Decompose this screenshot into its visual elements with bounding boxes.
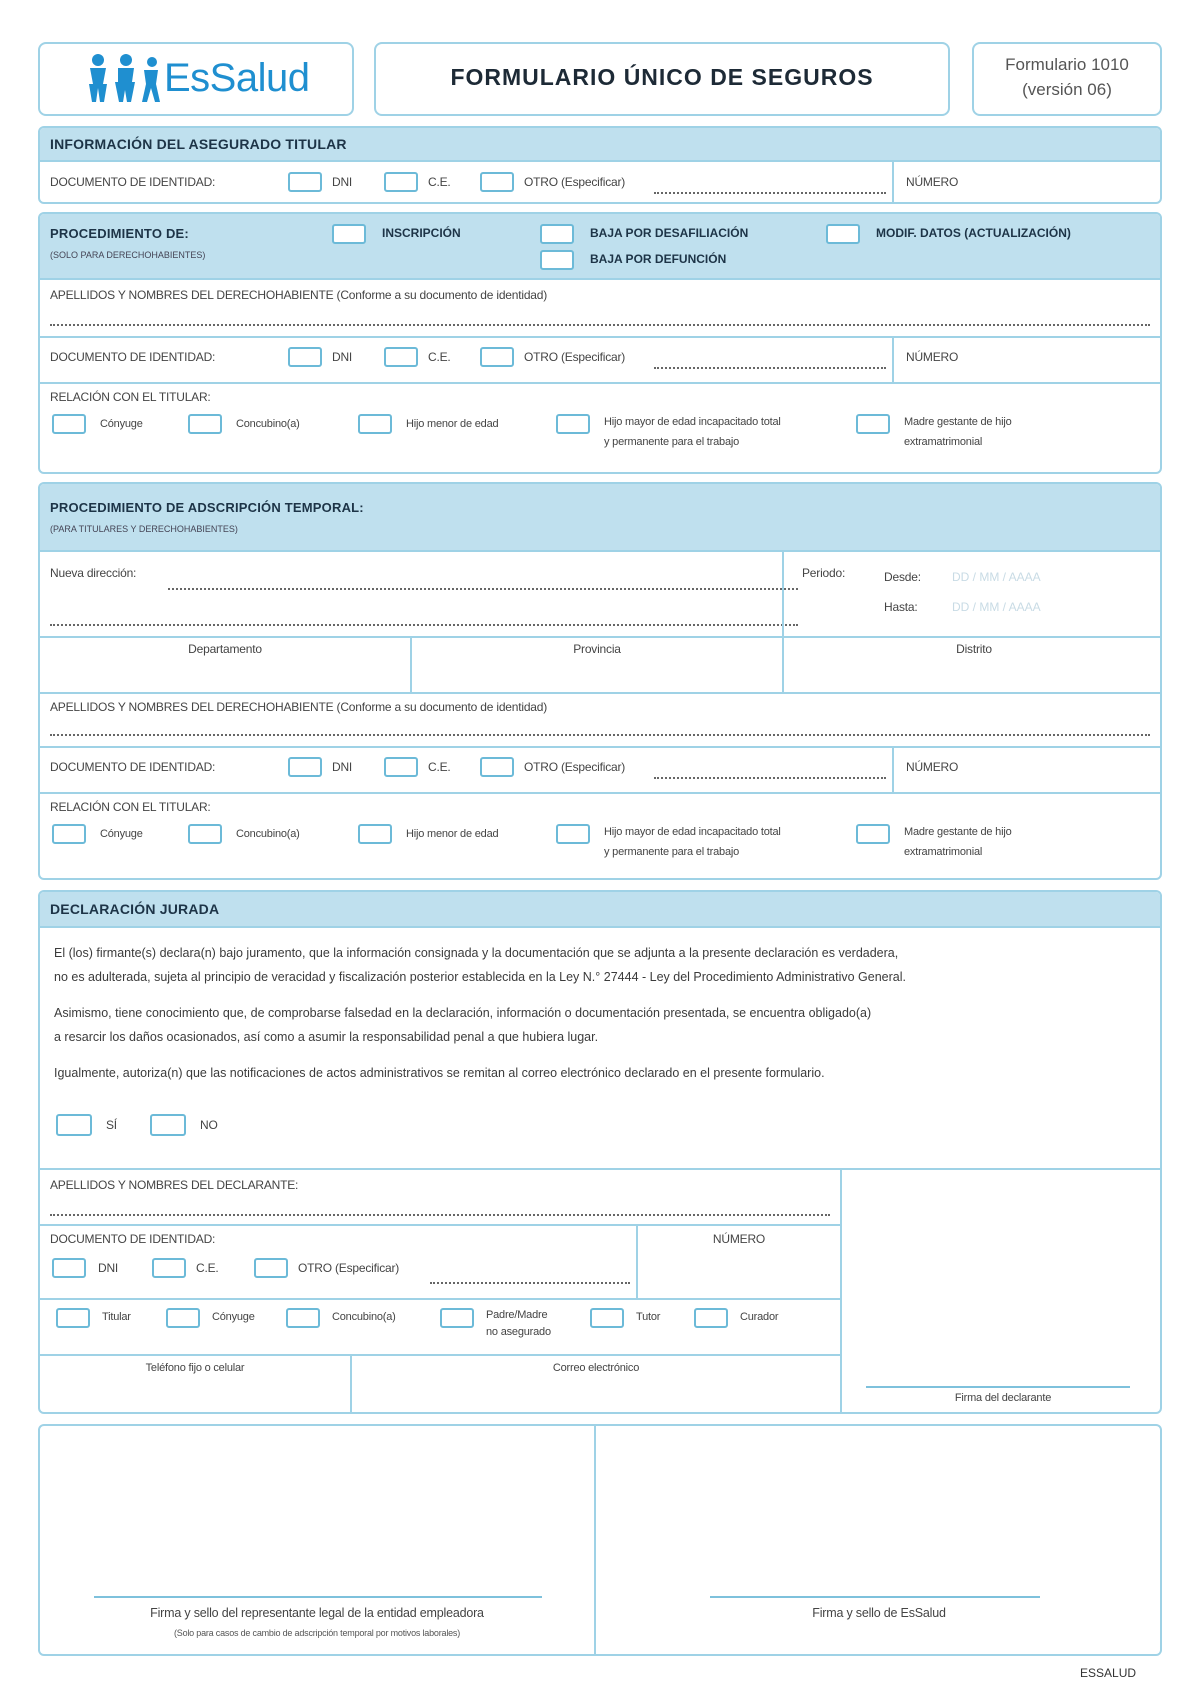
madre-label-4: extramatrimonial (904, 846, 983, 858)
madre-label-2: extramatrimonial (904, 436, 983, 448)
hasta-input[interactable]: DD / MM / AAAA (952, 600, 1041, 614)
correo-label: Correo electrónico (552, 1362, 640, 1374)
section-firmas (38, 1424, 1162, 1656)
firma-representante-label: Firma y sello del representante legal de la entidad empleadora (150, 1606, 484, 1620)
derechohabiente-input-2[interactable] (50, 734, 1150, 736)
otro-checkbox-3[interactable] (480, 757, 514, 777)
essalud-logo-icon (86, 52, 166, 104)
hasta-label: Hasta: (884, 600, 918, 614)
derechohabiente-label-2: APELLIDOS Y NOMBRES DEL DERECHOHABIENTE (Conforme a su documento de identidad) (50, 700, 548, 714)
tutor-label: Tutor (636, 1311, 661, 1323)
concubino-checkbox-3[interactable] (286, 1308, 320, 1328)
declarante-input[interactable] (50, 1214, 830, 1216)
ce-label-2: C.E. (428, 350, 451, 364)
procedimiento-sub: (SOLO PARA DERECHOHABIENTES) (50, 250, 206, 260)
hijo-mayor-checkbox-2[interactable] (556, 824, 590, 844)
ce-label-4: C.E. (196, 1261, 219, 1275)
dni-checkbox-3[interactable] (288, 757, 322, 777)
declaracion-p2a: Asimismo, tiene conocimiento que, de comprobarse falsedad en la declaración, información o documentación presentada, se encuentra obligado(a) (54, 1006, 872, 1020)
si-checkbox[interactable] (56, 1114, 92, 1136)
ce-checkbox-4[interactable] (152, 1258, 186, 1278)
modif-label: MODIF. DATOS (ACTUALIZACIÓN) (876, 226, 1071, 240)
distrito-label: Distrito (956, 642, 992, 656)
padre-checkbox[interactable] (440, 1308, 474, 1328)
form-number: Formulario 1010 (1005, 55, 1129, 74)
hijo-mayor-label-3: Hijo mayor de edad incapacitado total (604, 826, 781, 838)
conyuge-label-2: Cónyuge (100, 828, 143, 840)
concubino-checkbox-2[interactable] (188, 824, 222, 844)
dni-label-2: DNI (332, 350, 353, 364)
declarante-label: APELLIDOS Y NOMBRES DEL DECLARANTE: (50, 1178, 299, 1192)
otro-input-3[interactable] (654, 777, 886, 779)
telefono-label: Teléfono fijo o celular (145, 1362, 245, 1374)
hijo-menor-checkbox-2[interactable] (358, 824, 392, 844)
hijo-mayor-label-1: Hijo mayor de edad incapacitado total (604, 416, 781, 428)
madre-label-1: Madre gestante de hijo (904, 416, 1012, 428)
madre-checkbox[interactable] (856, 414, 890, 434)
departamento-label: Departamento (188, 642, 262, 656)
ce-checkbox-2[interactable] (384, 347, 418, 367)
padre-label-2: no asegurado (486, 1326, 551, 1338)
ce-label: C.E. (428, 175, 451, 189)
desde-input[interactable]: DD / MM / AAAA (952, 570, 1041, 584)
hijo-mayor-label-4: y permanente para el trabajo (604, 846, 740, 858)
firma-declarante-line[interactable] (866, 1386, 1130, 1388)
dni-checkbox-4[interactable] (52, 1258, 86, 1278)
procedimiento-heading: PROCEDIMIENTO DE: (50, 226, 189, 241)
hijo-mayor-label-2: y permanente para el trabajo (604, 436, 740, 448)
dni-label: DNI (332, 175, 353, 189)
baja-defuncion-label: BAJA POR DEFUNCIÓN (590, 252, 727, 266)
ce-checkbox[interactable] (384, 172, 418, 192)
inscripcion-label: INSCRIPCIÓN (382, 226, 461, 240)
relacion-label: RELACIÓN CON EL TITULAR: (50, 390, 211, 404)
otro-input-4[interactable] (430, 1282, 630, 1284)
direccion-label: Nueva dirección: (50, 566, 137, 580)
firma-representante-sub: (Solo para casos de cambio de adscripción temporal por motivos laborales) (173, 1628, 461, 1638)
provincia-label: Provincia (573, 642, 621, 656)
otro-checkbox-4[interactable] (254, 1258, 288, 1278)
doc-label-4: DOCUMENTO DE IDENTIDAD: (50, 1232, 216, 1246)
declaracion-p1a: El (los) firmante(s) declara(n) bajo juramento, que la información consignada y la documentación que se adjunta a la presente declaración es verdadera, (54, 946, 899, 960)
tutor-checkbox[interactable] (590, 1308, 624, 1328)
titular-label: Titular (102, 1311, 131, 1323)
si-label: SÍ (106, 1118, 117, 1132)
dni-label-3: DNI (332, 760, 353, 774)
ce-label-3: C.E. (428, 760, 451, 774)
otro-checkbox-2[interactable] (480, 347, 514, 367)
hijo-menor-checkbox[interactable] (358, 414, 392, 434)
firma-essalud-line[interactable] (710, 1596, 1040, 1598)
page-title: FORMULARIO ÚNICO DE SEGUROS (450, 64, 874, 90)
titular-checkbox[interactable] (56, 1308, 90, 1328)
hijo-mayor-checkbox[interactable] (556, 414, 590, 434)
dni-checkbox-2[interactable] (288, 347, 322, 367)
desde-label: Desde: (884, 570, 921, 584)
temporal-heading: PROCEDIMIENTO DE ADSCRIPCIÓN TEMPORAL: (50, 500, 364, 515)
declaracion-heading: DECLARACIÓN JURADA (50, 901, 220, 917)
otro-label-3: OTRO (Especificar) (524, 760, 626, 774)
conyuge-label-3: Cónyuge (212, 1311, 255, 1323)
periodo-label: Periodo: (802, 566, 846, 580)
form-number-box (972, 42, 1162, 116)
otro-input[interactable] (654, 192, 886, 194)
dni-checkbox[interactable] (288, 172, 322, 192)
section-titular (38, 126, 1162, 204)
baja-defuncion-checkbox[interactable] (540, 250, 574, 270)
brand-name: EsSalud (164, 56, 310, 100)
firma-essalud-label: Firma y sello de EsSalud (812, 1606, 946, 1620)
section-titular-heading: INFORMACIÓN DEL ASEGURADO TITULAR (50, 136, 347, 152)
firma-representante-line[interactable] (94, 1596, 542, 1598)
no-label: NO (200, 1118, 218, 1132)
numero-label-2: NÚMERO (906, 350, 959, 364)
baja-desafiliacion-checkbox[interactable] (540, 224, 574, 244)
madre-label-3: Madre gestante de hijo (904, 826, 1012, 838)
ce-checkbox-3[interactable] (384, 757, 418, 777)
otro-label-4: OTRO (Especificar) (298, 1261, 400, 1275)
section-temporal (38, 482, 1162, 880)
conyuge-checkbox-3[interactable] (166, 1308, 200, 1328)
conyuge-checkbox-2[interactable] (52, 824, 86, 844)
conyuge-checkbox[interactable] (52, 414, 86, 434)
numero-label-4: NÚMERO (712, 1232, 766, 1246)
baja-desafiliacion-label: BAJA POR DESAFILIACIÓN (590, 226, 749, 240)
footer-code: ESSALUD (1080, 1666, 1137, 1680)
section-declaracion (38, 890, 1162, 1414)
padre-label-1: Padre/Madre (486, 1309, 548, 1321)
derechohabiente-label: APELLIDOS Y NOMBRES DEL DERECHOHABIENTE (Conforme a su documento de identidad) (50, 288, 548, 302)
section-procedimiento (38, 212, 1162, 474)
otro-label: OTRO (Especificar) (524, 175, 626, 189)
concubino-label: Concubino(a) (236, 418, 300, 430)
concubino-checkbox[interactable] (188, 414, 222, 434)
modif-checkbox[interactable] (826, 224, 860, 244)
inscripcion-checkbox[interactable] (332, 224, 366, 244)
firma-declarante-label: Firma del declarante (954, 1392, 1052, 1404)
numero-label: NÚMERO (906, 175, 959, 189)
doc-label: DOCUMENTO DE IDENTIDAD: (50, 175, 216, 189)
otro-checkbox[interactable] (480, 172, 514, 192)
derechohabiente-input[interactable] (50, 324, 1150, 326)
temporal-sub: (PARA TITULARES Y DERECHOHABIENTES) (50, 524, 238, 534)
curador-checkbox[interactable] (694, 1308, 728, 1328)
no-checkbox[interactable] (150, 1114, 186, 1136)
concubino-label-2: Concubino(a) (236, 828, 300, 840)
concubino-label-3: Concubino(a) (332, 1311, 396, 1323)
declaracion-p1b: no es adulterada, sujeta al principio de veracidad y fiscalización posterior establecida en la Ley N.° 27444 - Ley del Procedimiento Administrativo General. (54, 970, 907, 984)
hijo-menor-label-2: Hijo menor de edad (406, 828, 499, 840)
curador-label: Curador (740, 1311, 779, 1323)
dni-label-4: DNI (98, 1261, 119, 1275)
direccion-input-2[interactable] (50, 624, 798, 626)
madre-checkbox-2[interactable] (856, 824, 890, 844)
form-version: (versión 06) (1022, 80, 1112, 99)
hijo-menor-label: Hijo menor de edad (406, 418, 499, 430)
doc-label-2: DOCUMENTO DE IDENTIDAD: (50, 350, 216, 364)
otro-label-2: OTRO (Especificar) (524, 350, 626, 364)
numero-label-3: NÚMERO (906, 760, 959, 774)
declaracion-p2b: a resarcir los daños ocasionados, así como a asumir la responsabilidad penal a que hubiera lugar. (54, 1030, 599, 1044)
doc-label-3: DOCUMENTO DE IDENTIDAD: (50, 760, 216, 774)
otro-input-2[interactable] (654, 367, 886, 369)
conyuge-label: Cónyuge (100, 418, 143, 430)
relacion-label-2: RELACIÓN CON EL TITULAR: (50, 800, 211, 814)
declaracion-p3: Igualmente, autoriza(n) que las notificaciones de actos administrativos se remitan al correo electrónico declarado en el presente formulario. (54, 1066, 825, 1080)
direccion-input-1[interactable] (168, 588, 798, 590)
